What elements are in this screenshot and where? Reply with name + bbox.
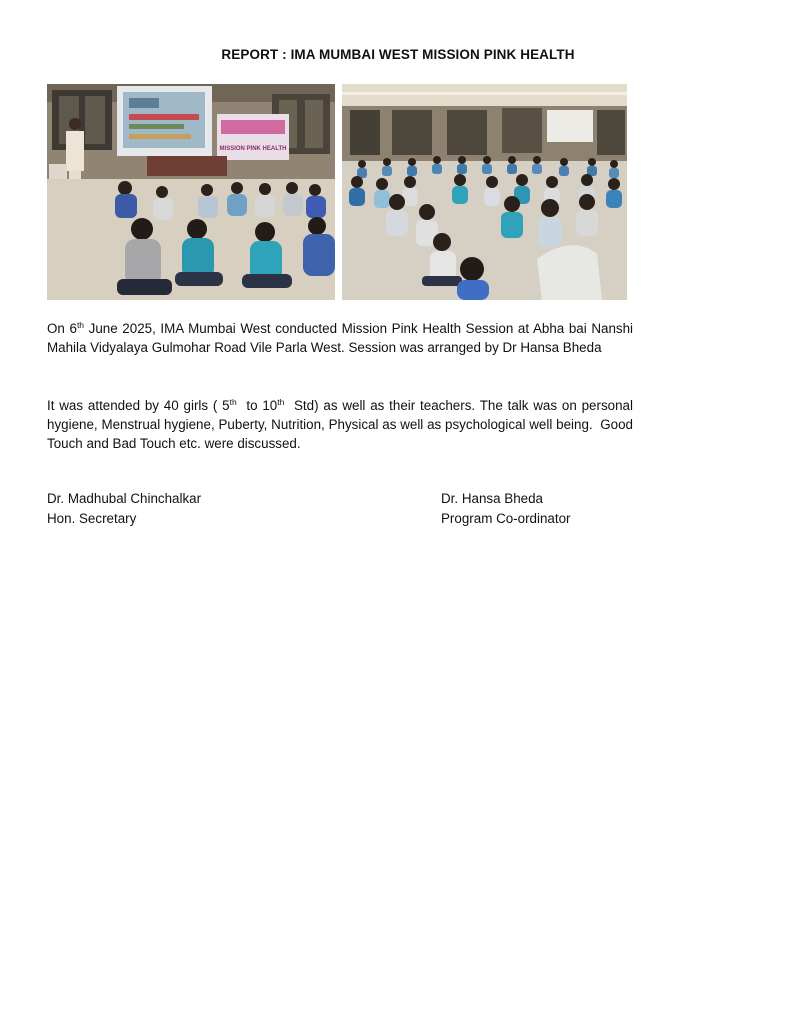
signatory-role: Hon. Secretary: [47, 511, 137, 526]
signatory-name: Dr. Hansa Bheda: [441, 491, 543, 506]
report-title: REPORT : IMA MUMBAI WEST MISSION PINK HEALTH: [221, 47, 575, 62]
signatory-role: Program Co-ordinator: [441, 511, 571, 526]
paragraph-session-details: On 6th June 2025, IMA Mumbai West conducted Mission Pink Health Session at Abha bai Nanshi Mahila Vidyalaya Gulmohar Road Vile Parla West. Session was arranged by Dr Hansa Bheda: [47, 320, 634, 355]
paragraph-attendance: It was attended by 40 girls ( 5th to 10th Std) as well as their teachers. The talk was on personal hygiene, Menstrual hygiene, Puberty, Nutrition, Physical as well as psychological well being. Good Touch and Bad Touch etc. were discussed.: [47, 397, 637, 451]
session-photo-audience: [342, 84, 627, 300]
signature-block-coordinator: [441, 489, 571, 529]
signatory-name: Dr. Madhubal Chinchalkar: [47, 491, 202, 506]
signature-block-secretary: [47, 489, 201, 529]
session-photo-presentation: [47, 84, 335, 300]
banner-text: MISSION PINK HEALTH: [219, 146, 287, 152]
